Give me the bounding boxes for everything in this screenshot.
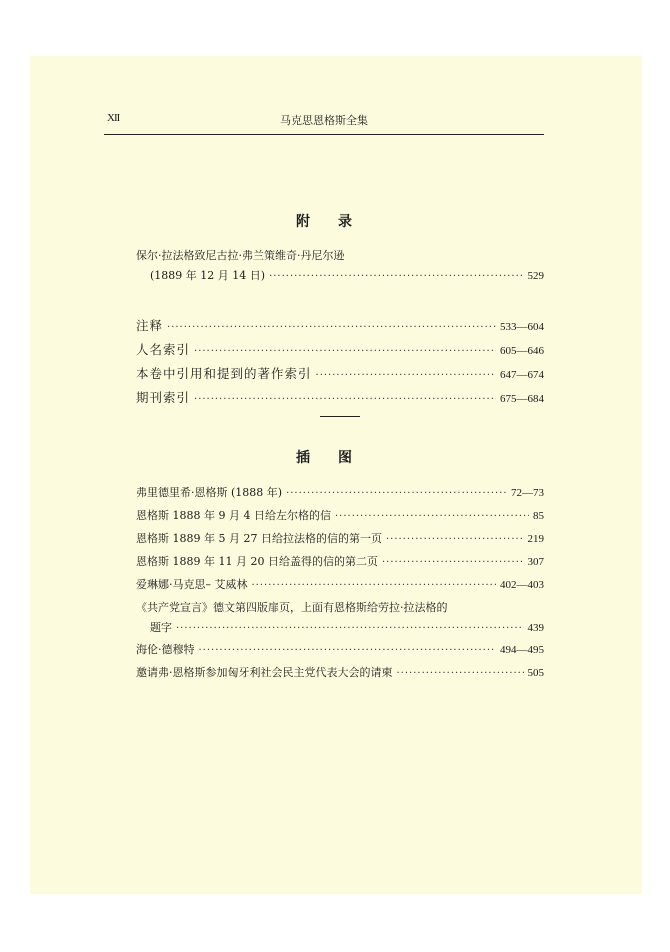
section-divider (320, 416, 360, 417)
illustrations-heading: 插 图 (296, 450, 352, 466)
toc-entry-periodicals-index[interactable]: 期刊索引 ····· 675—684 (136, 388, 544, 406)
illustration-entry[interactable]: 恩格斯 1888 年 9 月 4 日给左尔格的信 ····· 85 (136, 507, 544, 523)
page-background (30, 56, 642, 894)
illustration-entry[interactable]: 弗里德里希·恩格斯 (1888 年) ····· 72—73 (136, 484, 544, 500)
illustration-entry[interactable]: 恩格斯 1889 年 11 月 20 日给盖得的信的第二页 ····· 307 (136, 553, 544, 569)
book-title: 马克思恩格斯全集 (280, 114, 368, 127)
letter-page: 529 (527, 270, 544, 282)
letter-title: 保尔·拉法格致尼古拉·弗兰策维奇·丹尼尔逊 (136, 249, 345, 262)
running-header (104, 110, 544, 135)
appendix-heading: 附 录 (296, 214, 352, 230)
toc-entry-works-index[interactable]: 本卷中引用和提到的著作索引 ····· 647—674 (136, 364, 544, 382)
page-number: XII (107, 112, 120, 124)
letter-date: (1889 年 12 月 14 日) (150, 269, 266, 282)
illustration-entry[interactable]: 邀请弗·恩格斯参加匈牙利社会民主党代表大会的请柬 ····· 505 (136, 664, 544, 680)
illustration-entry-manifesto[interactable]: 题字 ····· 439 (150, 619, 544, 635)
toc-entry-name-index[interactable]: 人名索引 ····· 605—646 (136, 340, 544, 358)
leader-dots (269, 271, 523, 282)
manifesto-line-1: 《共产党宣言》德文第四版扉页，上面有恩格斯给劳拉·拉法格的 (136, 601, 448, 614)
toc-entry-notes[interactable]: 注释 ····· 533—604 (136, 316, 544, 334)
letter-date-entry[interactable] (150, 267, 544, 283)
illustration-entry[interactable]: 恩格斯 1889 年 5 月 27 日给拉法格的信的第一页 ····· 219 (136, 530, 544, 546)
illustration-entry[interactable]: 爱琳娜·马克思– 艾威林 ····· 402—403 (136, 576, 544, 592)
illustration-entry[interactable]: 海伦·德穆特 ····· 494—495 (136, 641, 544, 657)
